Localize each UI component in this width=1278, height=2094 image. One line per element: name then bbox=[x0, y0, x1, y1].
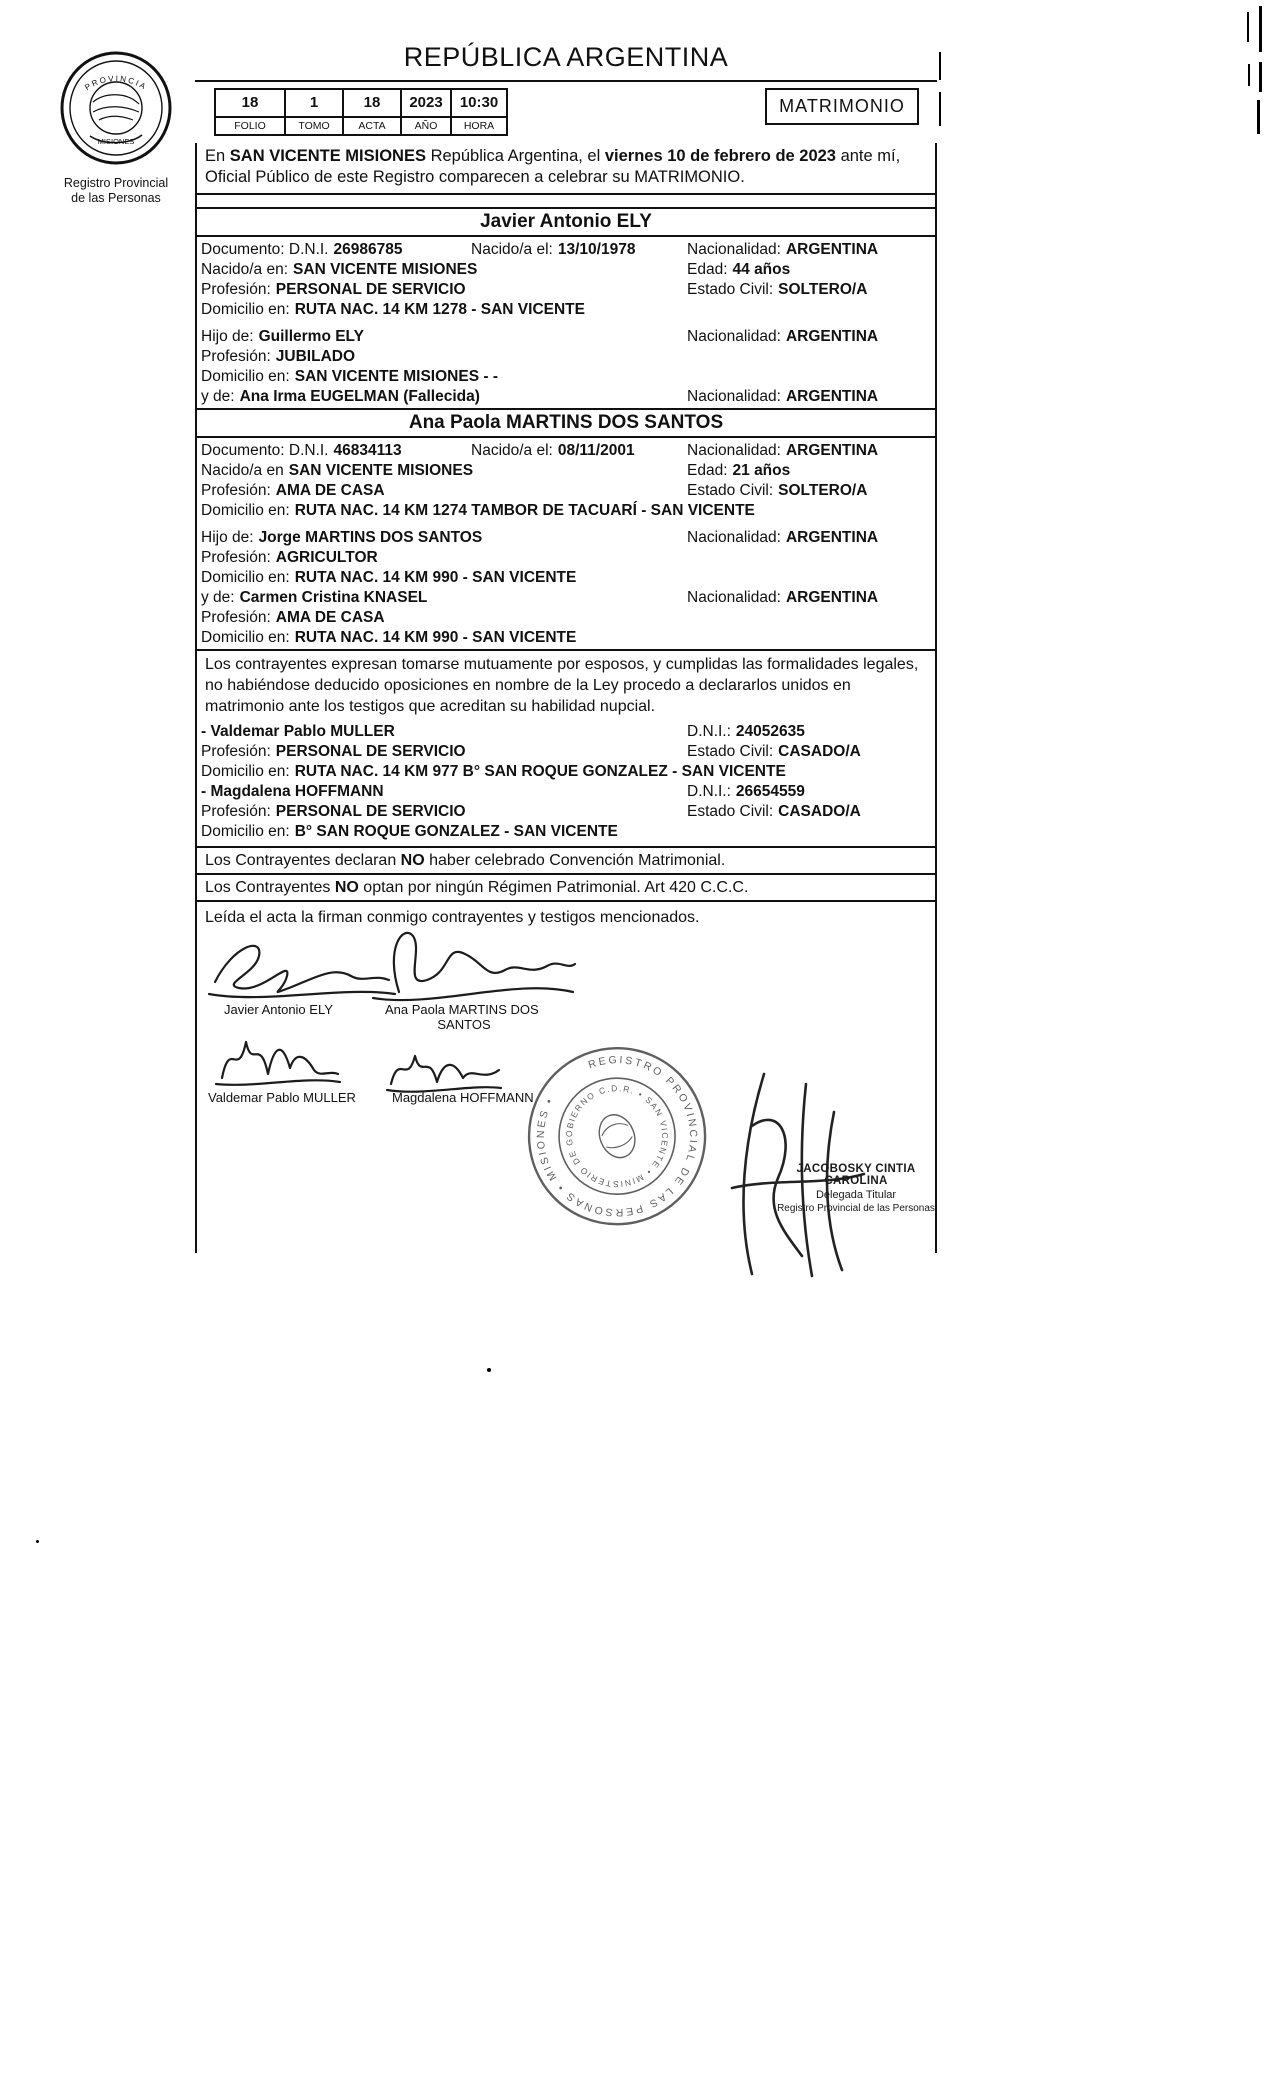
witness-row bbox=[201, 722, 931, 742]
folio-label: FOLIO bbox=[216, 116, 286, 134]
groom-name-heading: Javier Antonio ELY bbox=[197, 207, 935, 237]
bride-parents bbox=[197, 526, 935, 649]
closing-line: Leída el acta la firman conmigo contrayentes y testigos mencionados. bbox=[197, 900, 935, 933]
spacer bbox=[197, 195, 935, 207]
intro-post: ante mí, bbox=[836, 147, 901, 165]
field-label: Domicilio en: bbox=[201, 823, 290, 840]
field-value: AMA DE CASA bbox=[275, 609, 385, 626]
scan-artifact bbox=[1257, 100, 1260, 134]
field-value: PERSONAL DE SERVICIO bbox=[275, 743, 466, 760]
field-label: Nacionalidad: bbox=[687, 241, 781, 258]
intro-pre: En bbox=[205, 147, 230, 165]
field-value: ARGENTINA bbox=[785, 388, 879, 405]
field-row bbox=[201, 568, 931, 588]
field-value: RUTA NAC. 14 KM 977 B° SAN ROQUE GONZALEZ - SAN VICENTE bbox=[294, 763, 786, 780]
official-role: Delegada Titular bbox=[815, 1189, 897, 1201]
intro-line2: Oficial Público de este Registro comparecen a celebrar su MATRIMONIO. bbox=[205, 168, 745, 186]
field-row bbox=[201, 327, 931, 347]
witness-row bbox=[201, 742, 931, 762]
signature-bride bbox=[365, 918, 580, 1011]
field-label: Domicilio en: bbox=[201, 763, 290, 780]
note-regimen bbox=[197, 873, 935, 900]
scan-artifact bbox=[1259, 62, 1262, 92]
field-label: Nacido/a en: bbox=[201, 261, 289, 278]
act-type-box: MATRIMONIO bbox=[765, 88, 919, 125]
field-value: AMA DE CASA bbox=[275, 482, 385, 499]
field-value: JUBILADO bbox=[275, 348, 356, 365]
field-value: 44 años bbox=[732, 261, 791, 278]
field-label: Domicilio en: bbox=[201, 569, 290, 586]
field-value: CASADO/A bbox=[778, 803, 861, 820]
field-row bbox=[201, 240, 931, 260]
witness-name: - Valdemar Pablo MULLER bbox=[201, 723, 395, 740]
field-label: Profesión: bbox=[201, 281, 271, 298]
tomo-label: TOMO bbox=[286, 116, 344, 134]
field-label: Estado Civil: bbox=[687, 482, 774, 499]
ano-value: 2023 bbox=[402, 90, 452, 116]
field-value: SAN VICENTE MISIONES bbox=[288, 462, 474, 479]
groom-fields bbox=[197, 237, 935, 321]
field-value: RUTA NAC. 14 KM 1274 TAMBOR DE TACUARÍ - SAN VICENTE bbox=[294, 502, 755, 519]
groom-parents bbox=[197, 325, 935, 408]
scan-artifact bbox=[1259, 6, 1262, 52]
signature-label-witness1: Valdemar Pablo MULLER bbox=[208, 1090, 356, 1105]
intro-paragraph bbox=[197, 143, 935, 195]
note-convention bbox=[197, 846, 935, 873]
field-label: Domicilio en: bbox=[201, 301, 290, 318]
field-label: Estado Civil: bbox=[687, 281, 774, 298]
field-value: ARGENTINA bbox=[785, 589, 879, 606]
field-label: Documento: D.N.I. bbox=[201, 241, 329, 258]
bride-fields bbox=[197, 438, 935, 522]
field-label: Edad: bbox=[687, 261, 728, 278]
scan-artifact bbox=[36, 1540, 39, 1543]
field-label: Domicilio en: bbox=[201, 502, 290, 519]
note-text: Los Contrayentes bbox=[205, 879, 335, 896]
field-value: ARGENTINA bbox=[785, 529, 879, 546]
field-value: 26654559 bbox=[735, 783, 805, 800]
note-text: optan por ningún Régimen Patrimonial. Art 420 C.C.C. bbox=[358, 879, 749, 896]
hora-label: HORA bbox=[452, 116, 506, 134]
field-row bbox=[201, 441, 931, 461]
official-org: Registro Provincial de las Personas bbox=[777, 1203, 935, 1214]
field-label: Profesión: bbox=[201, 549, 271, 566]
witnesses-section bbox=[197, 720, 935, 846]
witness-row bbox=[201, 822, 931, 842]
acta-value: 18 bbox=[344, 90, 402, 116]
official-name: JACOBOSKY CINTIA CAROLINA bbox=[796, 1163, 916, 1187]
field-label: Nacido/a el: bbox=[471, 241, 553, 258]
scan-artifact bbox=[939, 52, 941, 80]
scan-artifact bbox=[1248, 64, 1250, 86]
field-label: Hijo de: bbox=[201, 328, 254, 345]
field-value: SOLTERO/A bbox=[778, 281, 868, 298]
field-value: 26986785 bbox=[333, 241, 403, 258]
field-label: D.N.I.: bbox=[687, 783, 731, 800]
field-label: Edad: bbox=[687, 462, 728, 479]
seal-emblem-graphic bbox=[56, 50, 176, 168]
field-label: Nacido/a en bbox=[201, 462, 284, 479]
registry-values-row bbox=[216, 90, 506, 116]
field-label: Documento: D.N.I. bbox=[201, 442, 329, 459]
field-label: Profesión: bbox=[201, 348, 271, 365]
field-row bbox=[201, 481, 931, 501]
intro-date: viernes 10 de febrero de 2023 bbox=[604, 147, 836, 165]
field-value: Guillermo ELY bbox=[258, 328, 364, 345]
field-value: SAN VICENTE MISIONES bbox=[293, 261, 478, 278]
registry-reference-table bbox=[214, 88, 508, 136]
field-label: y de: bbox=[201, 388, 235, 405]
field-row bbox=[201, 367, 931, 387]
field-value: RUTA NAC. 14 KM 990 - SAN VICENTE bbox=[294, 629, 577, 646]
field-value: Jorge MARTINS DOS SANTOS bbox=[258, 529, 483, 546]
note-emphasis: NO bbox=[400, 852, 425, 869]
signature-witness1 bbox=[212, 1028, 342, 1095]
field-value: 21 años bbox=[732, 462, 791, 479]
registry-labels-row bbox=[216, 116, 506, 134]
hora-value: 10:30 bbox=[459, 94, 499, 111]
folio-value: 18 bbox=[216, 90, 286, 116]
scan-artifact bbox=[487, 1368, 491, 1372]
scan-artifact bbox=[1247, 12, 1249, 42]
document-title: REPÚBLICA ARGENTINA bbox=[403, 42, 729, 72]
field-value: RUTA NAC. 14 KM 1278 - SAN VICENTE bbox=[294, 301, 585, 318]
seal-caption bbox=[56, 176, 176, 206]
field-label: Nacionalidad: bbox=[687, 442, 781, 459]
field-value: ARGENTINA bbox=[785, 442, 879, 459]
field-value: B° SAN ROQUE GONZALEZ - SAN VICENTE bbox=[294, 823, 618, 840]
field-row bbox=[201, 548, 931, 568]
seal-caption-line2: de las Personas bbox=[71, 191, 161, 205]
svg-text:PROVINCIA bbox=[83, 74, 149, 92]
bride-label-line1: Ana Paola MARTINS DOS bbox=[385, 1002, 539, 1017]
field-label: Estado Civil: bbox=[687, 803, 774, 820]
tomo-value: 1 bbox=[286, 90, 344, 116]
field-label: Nacionalidad: bbox=[687, 388, 781, 405]
field-row bbox=[201, 608, 931, 628]
note-emphasis: NO bbox=[334, 879, 359, 896]
field-label: Profesión: bbox=[201, 482, 271, 499]
field-row bbox=[201, 528, 931, 548]
field-label: Profesión: bbox=[201, 743, 271, 760]
field-value: Ana Irma EUGELMAN (Fallecida) bbox=[239, 388, 480, 405]
witness-name: - Magdalena HOFFMANN bbox=[201, 783, 384, 800]
intro-place: SAN VICENTE MISIONES bbox=[229, 147, 426, 165]
field-value: 08/11/2001 bbox=[557, 442, 635, 459]
witness-row bbox=[201, 802, 931, 822]
seal-arc-text: PROVINCIA bbox=[83, 74, 149, 93]
header-divider bbox=[195, 80, 937, 82]
field-value: RUTA NAC. 14 KM 990 - SAN VICENTE bbox=[294, 569, 577, 586]
field-value: SAN VICENTE MISIONES - - bbox=[294, 368, 498, 385]
scan-artifact bbox=[939, 92, 941, 126]
seal-caption-line1: Registro Provincial bbox=[63, 176, 169, 190]
field-value: 13/10/1978 bbox=[557, 241, 636, 258]
intro-mid: República Argentina, el bbox=[425, 147, 605, 165]
field-row bbox=[201, 588, 931, 608]
field-label: Profesión: bbox=[201, 609, 271, 626]
declaration-paragraph: Los contrayentes expresan tomarse mutuamente por esposos, y cumplidas las formalidades legales, no habiéndose deducido oposiciones en nombre de la Ley procedo a declararlos unidos en matrimonio ante los testigos que acreditan su habilidad nupcial. bbox=[197, 649, 935, 720]
field-row bbox=[201, 280, 931, 300]
note-text: haber celebrado Convención Matrimonial. bbox=[424, 852, 726, 869]
field-value: Carmen Cristina KNASEL bbox=[239, 589, 428, 606]
note-text: Los Contrayentes declaran bbox=[205, 852, 401, 869]
stamp-inner-text: C.D.R. • SAN VICENTE • MINISTERIO DE GOBIERNO bbox=[563, 1083, 671, 1190]
field-value: AGRICULTOR bbox=[275, 549, 378, 566]
signature-label-bride bbox=[385, 1002, 543, 1032]
signature-label-witness2: Magdalena HOFFMANN bbox=[392, 1090, 534, 1105]
ano-label: AÑO bbox=[402, 116, 452, 134]
field-label: Nacionalidad: bbox=[687, 529, 781, 546]
field-value: ARGENTINA bbox=[785, 241, 879, 258]
field-value: PERSONAL DE SERVICIO bbox=[275, 281, 466, 298]
bride-name-heading: Ana Paola MARTINS DOS SANTOS bbox=[197, 408, 935, 438]
field-label: y de: bbox=[201, 589, 235, 606]
field-row bbox=[201, 461, 931, 481]
field-row bbox=[201, 300, 931, 320]
field-row bbox=[201, 347, 931, 367]
field-value: PERSONAL DE SERVICIO bbox=[275, 803, 466, 820]
provincial-seal bbox=[56, 50, 176, 206]
seal-banner-text: MISIONES bbox=[97, 137, 135, 146]
field-label: Estado Civil: bbox=[687, 743, 774, 760]
field-label: Nacido/a el: bbox=[471, 442, 553, 459]
field-label: Domicilio en: bbox=[201, 629, 290, 646]
witness-row bbox=[201, 762, 931, 782]
signature-label-groom: Javier Antonio ELY bbox=[224, 1002, 333, 1017]
field-row bbox=[201, 260, 931, 280]
field-label: Domicilio en: bbox=[201, 368, 290, 385]
field-value: CASADO/A bbox=[778, 743, 861, 760]
field-value: SOLTERO/A bbox=[778, 482, 868, 499]
stamp-outer-text: REGISTRO PROVINCIAL DE LAS PERSONAS • MISIONES • bbox=[534, 1054, 700, 1219]
field-row bbox=[201, 628, 931, 648]
field-label: D.N.I.: bbox=[687, 723, 731, 740]
field-row bbox=[201, 387, 931, 407]
field-label: Nacionalidad: bbox=[687, 589, 781, 606]
field-label: Nacionalidad: bbox=[687, 328, 781, 345]
bride-label-line2: SANTOS bbox=[437, 1017, 491, 1032]
field-value: 24052635 bbox=[735, 723, 805, 740]
field-row bbox=[201, 501, 931, 521]
acta-label: ACTA bbox=[344, 116, 402, 134]
field-value: ARGENTINA bbox=[785, 328, 879, 345]
field-label: Profesión: bbox=[201, 803, 271, 820]
witness-row bbox=[201, 782, 931, 802]
official-stamp-text bbox=[772, 1163, 940, 1214]
field-value: 46834113 bbox=[333, 442, 402, 459]
svg-text:C.D.R. • SAN VICENTE • MINISTE bbox=[548, 1067, 686, 1205]
field-label: Hijo de: bbox=[201, 529, 254, 546]
